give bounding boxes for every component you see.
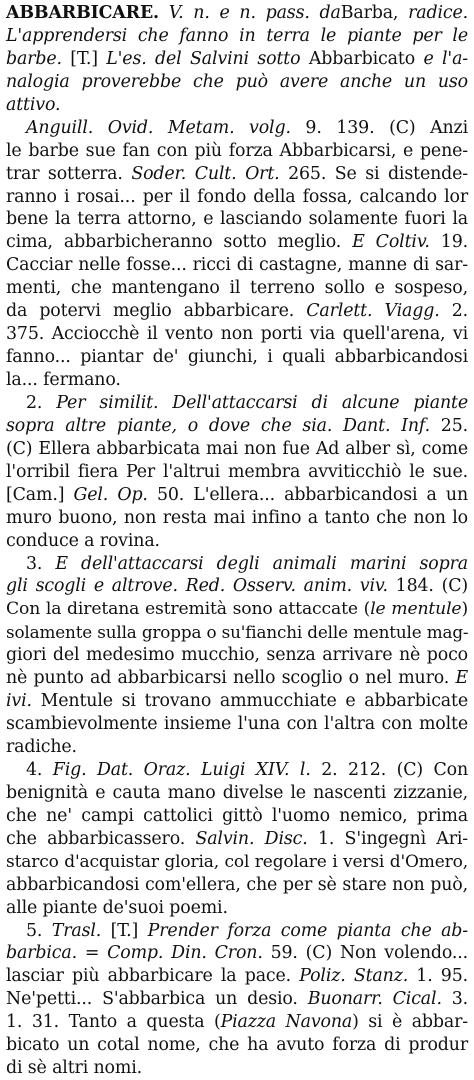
italic-text: Poliz. Stanz. [299,966,409,987]
body-text: [T.] [101,920,148,941]
body-text: di sè altri nomi. [6,1058,142,1079]
body-text: da potervi meglio abbarbicare. [6,301,307,322]
body-text: 2. [439,301,468,322]
entry-line [6,117,468,140]
body-text: 2. 212. (C) Con [310,759,468,780]
body-text: [Cam.] [6,484,74,505]
italic-text: radice. [408,3,468,23]
entry-line [6,713,468,736]
entry-line [6,186,468,209]
entry-line [6,438,468,461]
body-text: 1. 31. Tanto a questa ( [6,1012,221,1033]
body-text: starco d'acquistar gloria, col regolare i versi d'Omero, [6,851,468,872]
italic-text: da [319,3,341,23]
entry-line [6,25,468,48]
entry-line [6,598,468,621]
body-text: 25. [429,415,469,436]
body-text: (C) Ellera abbarbicata mai non fue Ad alber sì, come [6,438,468,459]
entry-line [6,874,468,897]
body-text: 184. (C) [387,576,468,597]
italic-text: Comp. Din. Cron. [107,943,263,964]
body-text: scambievolmente insieme l'una con l'altra con molte [6,714,468,735]
italic-text: le mentule [370,599,462,620]
entry-line [6,484,468,507]
entry-line [6,965,468,988]
body-text: menti, che mantengano il terreno sollo e sospeso, [6,278,468,299]
body-text: Con la diretana estremità sono attaccate ( [6,599,371,620]
body-text: bicato un cotal nome, che ha avuto forza di produr [6,1035,468,1056]
body-text: solamente sulla groppa o su'fianchi delle mentule mag- [6,622,469,643]
entry-line [6,897,468,920]
body-text: 3. [441,989,469,1010]
body-text: che abbarbicassero. [6,828,196,849]
entry-line [6,369,468,392]
entry-line [6,2,468,25]
entry-line [6,553,468,576]
italic-text: E [455,668,468,689]
body-text: 59. (C) Non volendo... [262,943,468,964]
body-text: 3. [26,553,56,574]
italic-text: barbe. [6,48,62,69]
entry-line [6,828,468,851]
entry-line [6,667,468,690]
body-text: 50. L'ellera... abbarbicandosi a un [147,484,469,505]
italic-text: Trasl. [51,920,102,941]
entry-line [6,48,468,71]
italic-text: Salvin. Disc. [195,828,308,849]
entry-line [6,392,468,415]
body-text [159,3,169,23]
body-text: cima, abbarbicheranno sotto meglio. [6,232,353,253]
body-text: radiche. [6,737,77,757]
entry-line [6,71,468,94]
italic-text: sopra altre piante, o dove che sia. Dant. Inf. [6,415,430,436]
italic-text: L'es. del Salvini sotto [106,48,301,69]
entry-line [6,300,468,323]
body-text: 2. [26,392,57,413]
body-text: ) [461,599,469,620]
body-text: Ne'petti... S'abbarbica un desio. [6,989,308,1010]
body-text: muro buono, non resta mai infino a tanto che non lo [6,507,468,528]
body-text: fanno... piantar de' giunchi, i quali abbarbicandosi [6,347,468,368]
entry-line [6,461,468,484]
body-text: la... fermano. [6,370,121,390]
dictionary-entry [6,2,469,1079]
body-text: nè punto ad abbarbicarsi nello scoglio o nel muro. [6,668,456,689]
body-text: ) si è abbar- [352,1012,468,1033]
entry-line [6,530,468,553]
italic-text: Fig. Dat. Oraz. Luigi XIV. l. [52,759,311,780]
italic-text: ivi. [6,691,32,712]
body-text: bene la terra attorno, e lasciando solamente fuori la [6,209,468,230]
entry-line [6,94,468,117]
body-text: alle piante de'suoi poemi. [6,897,228,918]
entry-line [6,323,468,346]
entry-line [6,575,468,598]
body-text: 9. 139. (C) Anzi [290,117,468,138]
body-text: 265. Se si distende- [279,163,468,184]
italic-text: nalogia proverebbe che può avere anche un uso [6,71,468,92]
italic-text: barbica. [6,943,77,964]
italic-text: Buonarr. Cical. [307,989,442,1010]
body-text: Barba, [340,3,409,23]
entry-line [6,277,468,300]
entry-line [6,140,468,163]
entry-line [6,920,468,943]
italic-text: Piazza Navona [220,1012,353,1033]
body-text: lasciar più abbarbicare la pace. [6,966,300,987]
italic-text: Per similit. Dell'attaccarsi di alcune piante [56,392,468,413]
italic-text: Gel. Op. [73,484,148,505]
headword: ABBARBICARE. [6,3,159,23]
body-text: Mentule si trovano ammucchiate e abbarbicate [31,691,468,712]
body-text: [T.] [61,48,107,69]
entry-line [6,1034,468,1057]
body-text: Abbarbicato [300,48,424,69]
entry-line [6,736,468,759]
italic-text: Soder. Cult. Ort. [131,163,280,184]
italic-text: L'apprendersi che fanno in terra le piante per le [6,25,468,46]
entry-line [6,507,468,530]
body-text: ranno i rosai... per il fondo della fossa, calcando lor [6,186,468,207]
italic-text: E dell'attaccarsi degli animali marini sopra [55,553,468,574]
italic-text: Anguill. Ovid. Metam. volg. [26,117,291,138]
entry-line [6,805,468,828]
body-text: benignità e cauta mano divelse le nascenti zizzanie, [6,782,468,803]
entry-line [6,346,468,369]
entry-line [6,163,468,186]
body-text: conduce a rovina. [6,530,160,551]
body-text: 375. Acciocchè il vento non porti via quell'arena, vi [6,324,468,345]
body-text: giori del medesimo mucchio, senza arrivare nè poco [6,645,468,666]
body-text: 5. [26,920,52,941]
entry-line [6,988,468,1011]
entry-line [6,208,468,231]
body-text: che ne' campi cattolici gittò l'uomo nemico, prima [6,805,468,826]
entry-line [6,690,468,713]
italic-text: E Coltiv. [352,232,430,253]
body-text: Cacciar nelle fosse... ricci di castagne, manne di sar- [6,255,468,276]
body-text: 19. [429,232,468,253]
body-text: trar sotterra. [6,163,132,184]
body-text: le barbe sue fan con più forza Abbarbicarsi, e pene- [6,140,468,161]
body-text: 4. [26,759,53,780]
entry-line [6,644,468,667]
entry-line [6,231,468,254]
italic-text: attivo. [6,94,61,115]
entry-line [6,942,468,965]
entry-line [6,254,468,277]
italic-text: Prender forza come pianta che ab- [147,920,469,941]
body-text [310,3,320,23]
body-text: l'orribil fiera Per l'altrui membra avviticchiò le sue. [6,461,468,482]
entry-line [6,782,468,805]
entry-line [6,621,468,644]
entry-line [6,1011,468,1034]
entry-line [6,759,468,782]
entry-line [6,1057,468,1080]
body-text: 1. 95. [408,966,468,987]
body-text: = [76,943,108,964]
body-text: abbarbicandosi com'ellera, che per sè stare non può, [6,874,468,895]
italic-text: V. n. e n. pass. [168,3,310,23]
italic-text: gli scogli e altrove. Red. Osserv. anim. viv. [6,576,388,597]
entry-line [6,851,468,874]
italic-text: e l'a- [423,48,469,69]
entry-line [6,415,468,438]
body-text: 1. S'ingegnì Ari- [307,828,469,849]
italic-text: Carlett. Viagg. [306,301,440,322]
